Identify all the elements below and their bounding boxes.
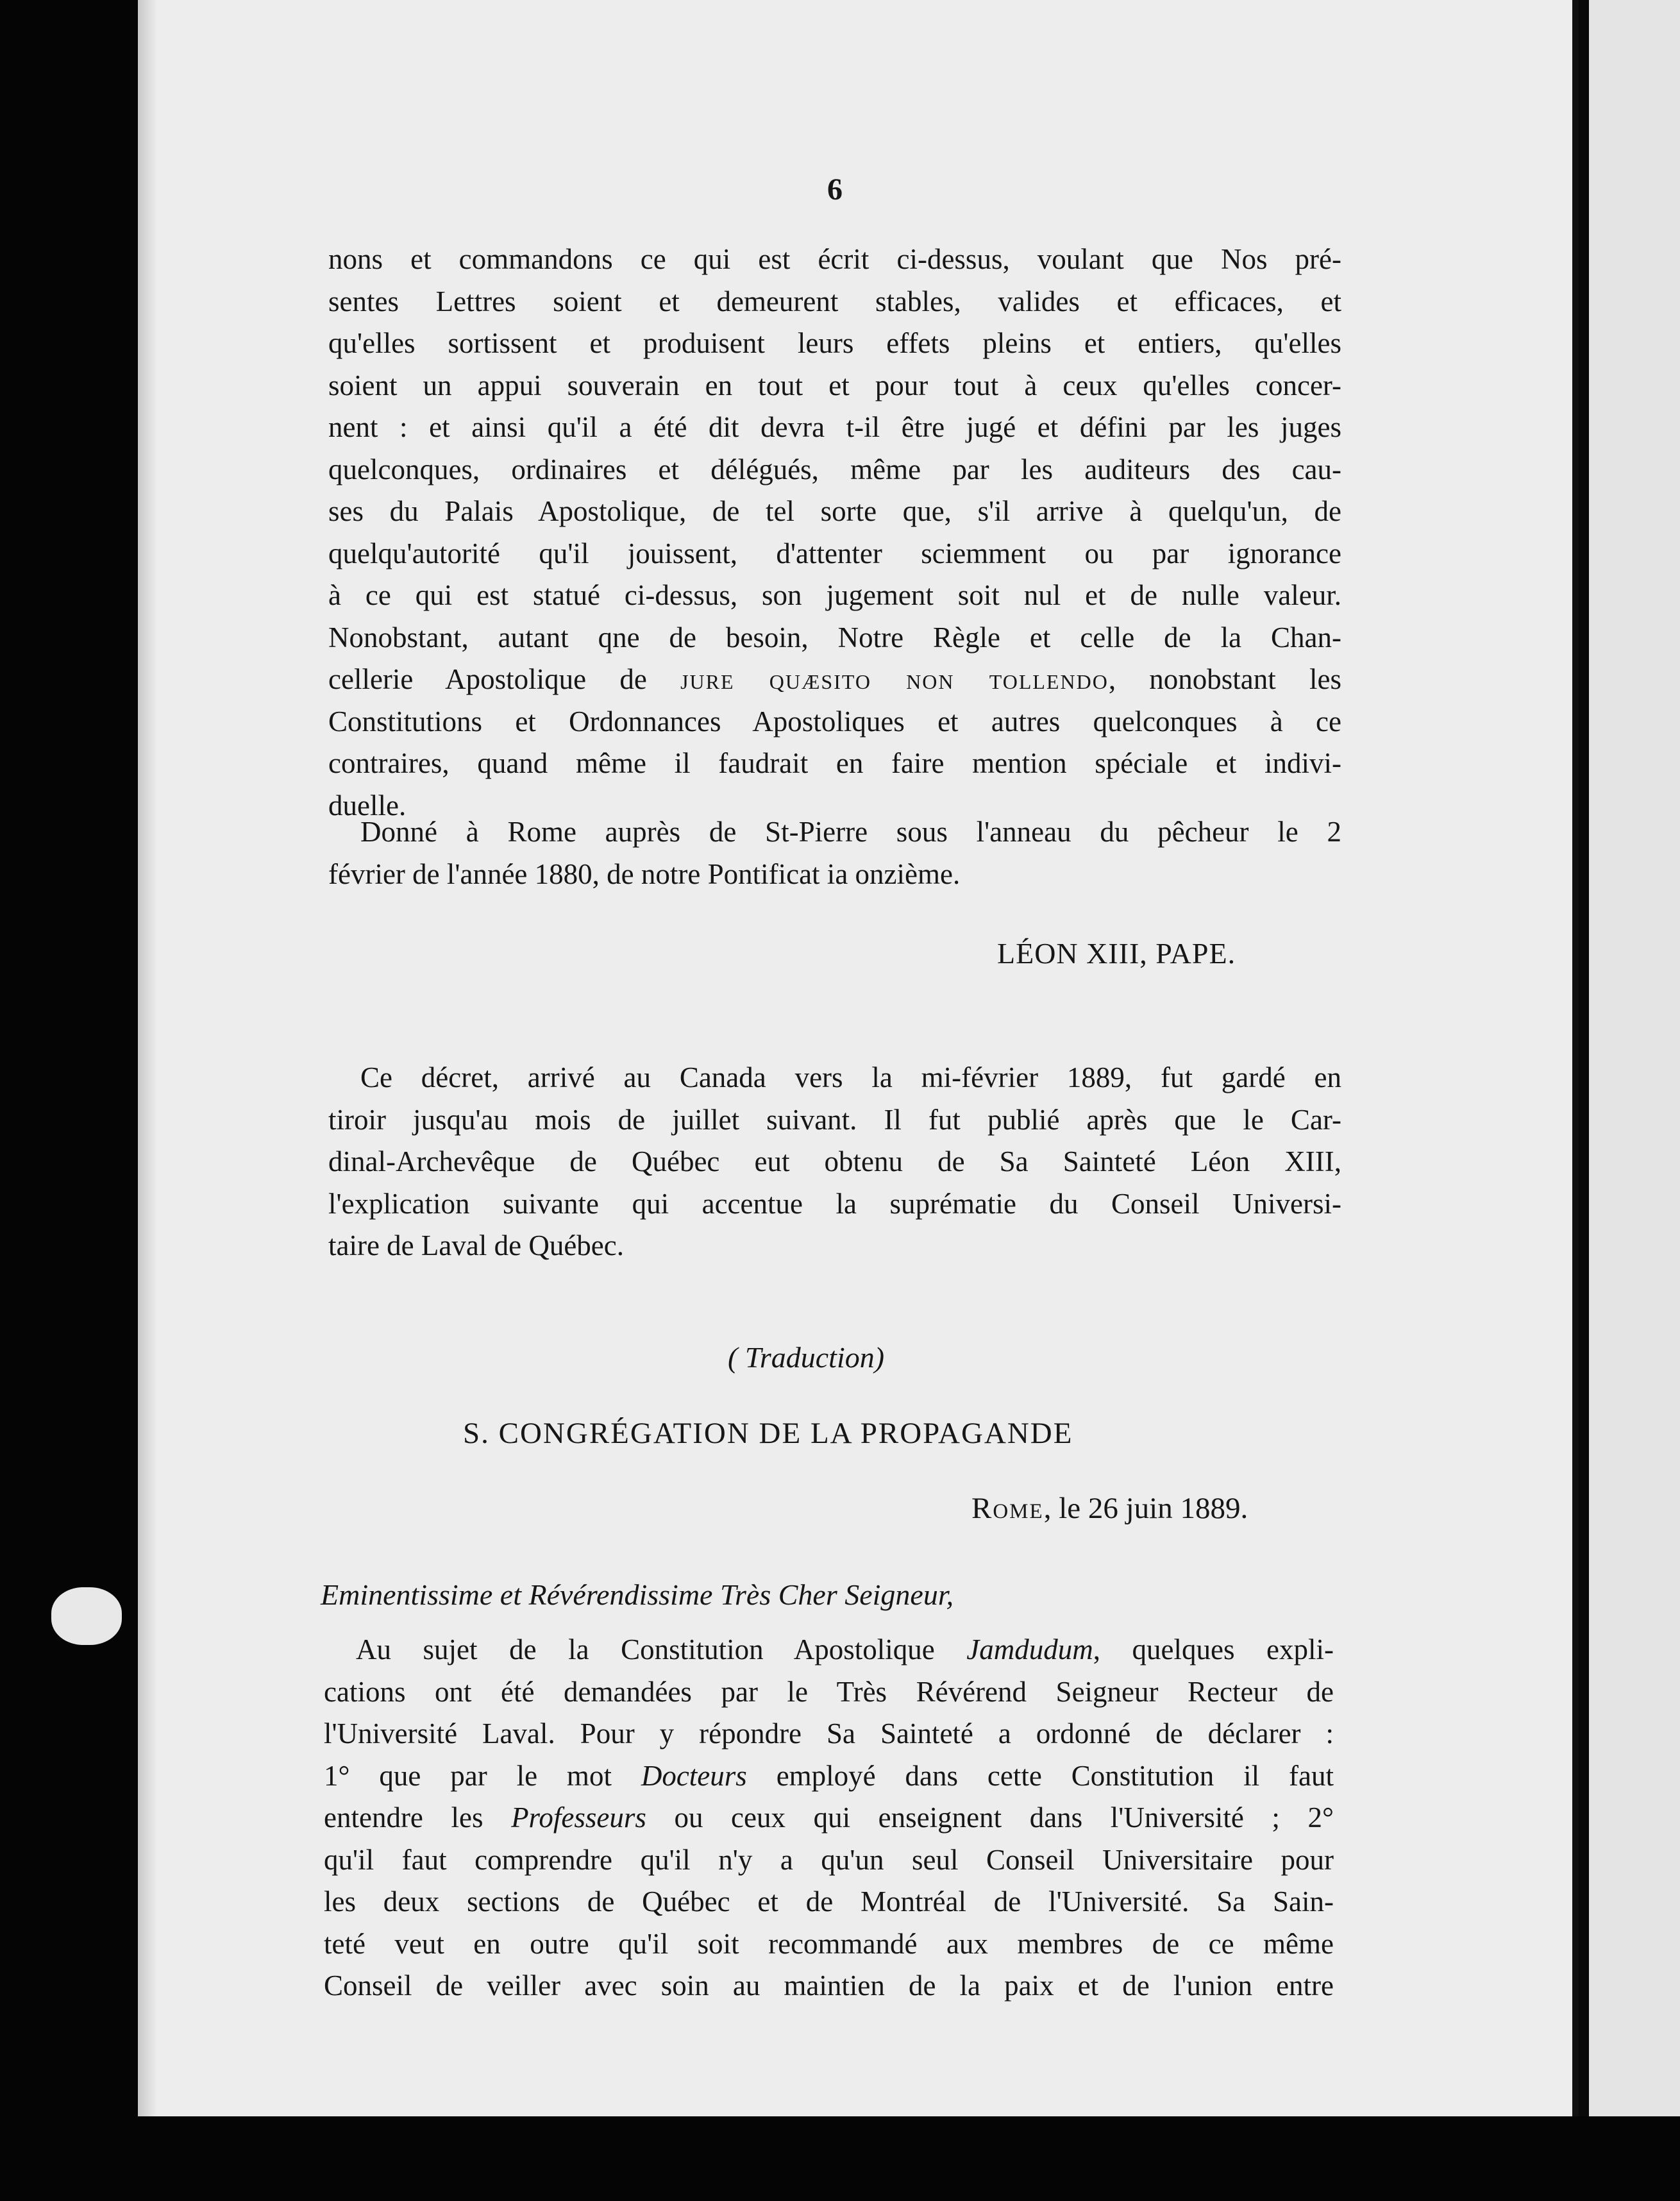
page-fold-line: [1572, 0, 1579, 2116]
text-fragment: 1° que par le mot: [324, 1759, 641, 1792]
text-line: [324, 1797, 1334, 1839]
text-line: sentes Lettres soient et demeurent stables, valides et efficaces, et: [328, 285, 1341, 317]
text-line: duelle.: [328, 789, 407, 822]
text-line: tiroir jusqu'au mois de juillet suivant. Il fut publié après que le Car-: [328, 1103, 1341, 1136]
text-fragment: , nonobstant les: [1108, 663, 1342, 695]
latin-phrase: jure quæsito non tollendo: [680, 663, 1109, 695]
text-line: Donné à Rome auprès de St-Pierre sous l'anneau du pêcheur le 2: [360, 816, 1341, 848]
text-line: cations ont été demandées par le Très Révérend Seigneur Recteur de: [324, 1675, 1334, 1708]
emphasis: Docteurs: [641, 1759, 747, 1792]
text-line: teté veut en outre qu'il soit recommandé aux membres de ce même: [324, 1927, 1334, 1960]
text-line: nent : et ainsi qu'il a été dit devra t-il être jugé et défini par les juges: [328, 411, 1341, 443]
text-line: [324, 1755, 1334, 1798]
text-fragment: employé dans cette Constitution il faut: [746, 1759, 1334, 1792]
congregation-heading: S. CONGRÉGATION DE LA PROPAGANDE: [463, 1417, 1073, 1450]
emphasis: Professeurs: [511, 1801, 646, 1834]
text-line: [324, 1629, 1334, 1671]
text-line: l'Université Laval. Pour y répondre Sa Sainteté a ordonné de déclarer :: [324, 1717, 1334, 1750]
text-line: Conseil de veiller avec soin au maintien de la paix et de l'union entre: [324, 1969, 1334, 2002]
text-line: Constitutions et Ordonnances Apostoliques et autres quelconques à ce: [328, 705, 1341, 738]
signature: LÉON XIII, PAPE.: [997, 937, 1236, 970]
emphasis: Jamdudum: [966, 1633, 1093, 1666]
text-fragment: entendre les: [324, 1801, 512, 1834]
text-line: qu'elles sortissent et produisent leurs effets pleins et entiers, qu'elles: [328, 327, 1341, 359]
text-fragment: , quelques expli-: [1093, 1633, 1334, 1666]
text-line: [328, 659, 1341, 701]
next-page-edge: [1589, 0, 1680, 2116]
decree-paragraph: [328, 239, 1341, 827]
scan-left-border: [0, 0, 138, 2201]
given-paragraph: [328, 811, 1341, 895]
text-fragment: Au sujet de la Constitution Apostolique: [356, 1633, 967, 1666]
text-line: soient un appui souverain en tout et pour tout à ceux qu'elles concer-: [328, 369, 1341, 401]
text-line: qu'il faut comprendre qu'il n'y a qu'un seul Conseil Universitaire pour: [324, 1843, 1334, 1876]
text-line: Ce décret, arrivé au Canada vers la mi-février 1889, fut gardé en: [360, 1061, 1341, 1093]
dateline-date: , le 26 juin 1889.: [1043, 1492, 1248, 1525]
text-fragment: cellerie Apostolique de: [328, 663, 681, 695]
text-line: contraires, quand même il faudrait en faire mention spéciale et indivi-: [328, 747, 1341, 779]
dateline-place: Rome: [971, 1492, 1044, 1525]
letter-paragraph: [324, 1629, 1334, 2007]
text-line: ses du Palais Apostolique, de tel sorte que, s'il arrive à quelqu'un, de: [328, 495, 1341, 527]
translation-heading: ( Traduction): [728, 1341, 885, 1374]
text-fragment: ou ceux qui enseignent dans l'Université ; 2°: [646, 1801, 1334, 1834]
text-line: quelconques, ordinaires et délégués, même par les auditeurs des cau-: [328, 453, 1341, 485]
dateline: [971, 1491, 1248, 1526]
text-line: à ce qui est statué ci-dessus, son jugement soit nul et de nulle valeur.: [328, 579, 1341, 611]
page-edge-shadow: [138, 0, 157, 2116]
page-number: 6: [827, 173, 843, 207]
text-line: Nonobstant, autant qne de besoin, Notre Règle et celle de la Chan-: [328, 621, 1341, 654]
salutation: Eminentissime et Révérendissime Très Cher Seigneur,: [321, 1578, 954, 1611]
text-line: les deux sections de Québec et de Montréal de l'Université. Sa Sain-: [324, 1885, 1334, 1918]
text-line: l'explication suivante qui accentue la suprématie du Conseil Universi-: [328, 1187, 1341, 1220]
scan-bottom-border: [0, 2116, 1680, 2201]
text-line: taire de Laval de Québec.: [328, 1229, 624, 1261]
text-line: février de l'année 1880, de notre Pontificat ia onzième.: [328, 857, 961, 890]
text-line: nons et commandons ce qui est écrit ci-dessus, voulant que Nos pré-: [328, 243, 1341, 275]
text-line: dinal-Archevêque de Québec eut obtenu de Sa Sainteté Léon XIII,: [328, 1145, 1341, 1177]
commentary-paragraph: [328, 1057, 1341, 1267]
text-line: quelqu'autorité qu'il jouissent, d'attenter sciemment ou par ignorance: [328, 537, 1341, 569]
scan-speck: [51, 1587, 122, 1645]
